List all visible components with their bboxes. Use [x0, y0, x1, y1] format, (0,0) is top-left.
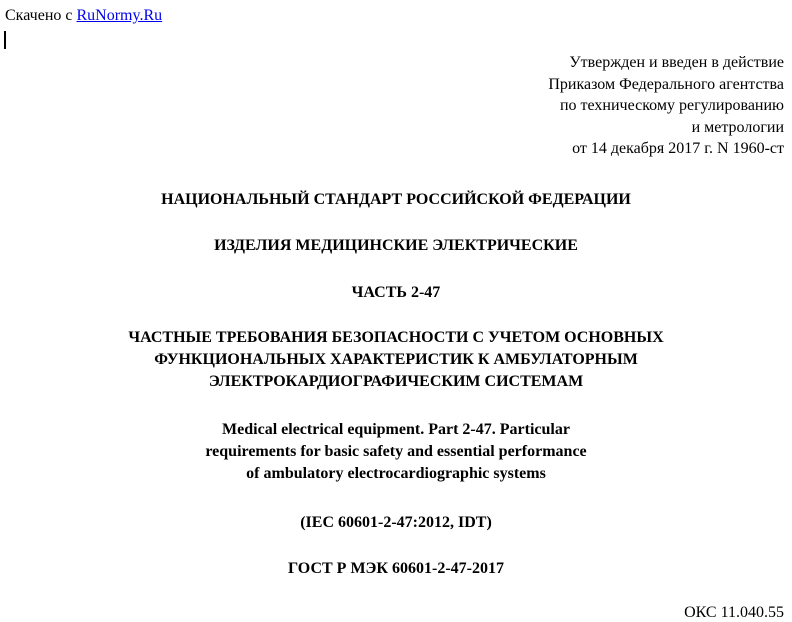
approval-line: и метрологии: [691, 118, 784, 136]
product-title: [0, 235, 792, 257]
subject-en-title: [0, 419, 792, 485]
part-text: ЧАСТЬ 2-47: [351, 284, 441, 301]
approval-line: от 14 декабря 2017 г. N 1960-ст: [572, 140, 784, 157]
iec-reference: [0, 512, 792, 534]
subject-en-line: requirements for basic safety and essential performance: [205, 443, 587, 460]
oks-code: ОКС 11.040.55: [684, 604, 784, 621]
source-link[interactable]: RuNormy.Ru: [76, 7, 163, 24]
approval-line: по техническому регулированию: [559, 97, 784, 114]
approval-line: Утвержден и введен в действие: [569, 54, 784, 71]
iec-reference-text: (IEC 60601-2-47:2012, IDT): [300, 514, 492, 531]
approval-block: [548, 52, 784, 160]
standard-type-title: [0, 189, 792, 211]
subject-en-line: Medical electrical equipment. Part 2-47. Particular: [222, 421, 570, 438]
subject-ru-title: [0, 327, 792, 393]
source-line: [5, 6, 162, 26]
part-title: [0, 282, 792, 304]
subject-ru-line: ЭЛЕКТРОКАРДИОГРАФИЧЕСКИМ СИСТЕМАМ: [208, 373, 584, 390]
subject-ru-line: ФУНКЦИОНАЛЬНЫХ ХАРАКТЕРИСТИК К АМБУЛАТОРНЫМ: [154, 351, 638, 368]
text-cursor: [4, 31, 6, 49]
standard-type-text: НАЦИОНАЛЬНЫЙ СТАНДАРТ РОССИЙСКОЙ ФЕДЕРАЦИИ: [161, 191, 631, 208]
gost-number: [0, 558, 792, 580]
gost-number-text: ГОСТ Р МЭК 60601-2-47-2017: [288, 560, 504, 577]
subject-ru-line: ЧАСТНЫЕ ТРЕБОВАНИЯ БЕЗОПАСНОСТИ С УЧЕТОМ ОСНОВНЫХ: [128, 329, 664, 346]
subject-en-line: of ambulatory electrocardiographic systems: [246, 465, 546, 482]
product-text: ИЗДЕЛИЯ МЕДИЦИНСКИЕ ЭЛЕКТРИЧЕСКИЕ: [214, 237, 578, 254]
source-prefix: Скачено с: [5, 7, 77, 24]
approval-line: Приказом Федерального агентства: [548, 75, 784, 93]
